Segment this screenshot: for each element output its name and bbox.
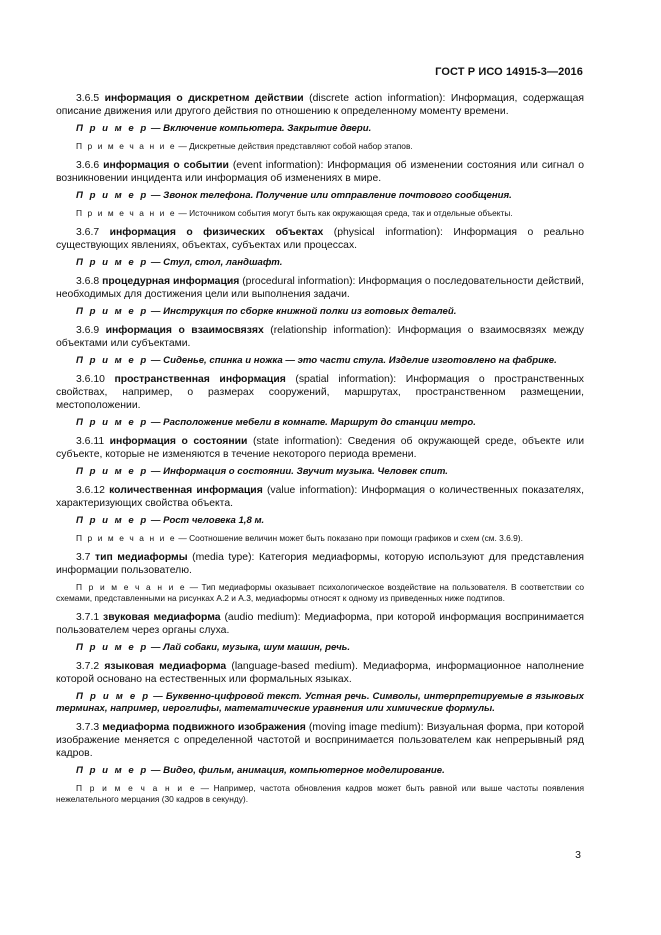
clause-number: 3.7.1 xyxy=(76,612,100,623)
example-text: — Стул, стол, ландшафт. xyxy=(148,257,283,268)
example-text: — Включение компьютера. Закрытие двери. xyxy=(148,123,372,134)
definition-paragraph xyxy=(56,721,584,760)
definition-paragraph xyxy=(56,275,584,301)
example-text: — Инструкция по сборке книжной полки из готовых деталей. xyxy=(148,306,457,317)
clause-number: 3.6.8 xyxy=(76,276,100,287)
example-text: — Лай собаки, музыка, шум машин, речь. xyxy=(148,642,351,653)
note-label: П р и м е ч а н и е xyxy=(76,533,177,543)
example-paragraph xyxy=(56,466,584,478)
example-label: П р и м е р xyxy=(76,306,149,317)
example-paragraph xyxy=(56,123,584,135)
example-label: П р и м е р xyxy=(76,417,149,428)
definition-text: (physical information): Информация о реально существующих явлениях, объектах, субъектах или процессах. xyxy=(56,227,584,251)
example-label: П р и м е р xyxy=(76,466,149,477)
example-paragraph xyxy=(56,190,584,202)
definition-text: (value information): Информация о количественных показателях, характеризующих свойства объекта. xyxy=(56,485,584,509)
example-text: — Видео, фильм, анимация, компьютерное моделирование. xyxy=(148,765,445,776)
clause-number: 3.6.9 xyxy=(76,325,100,336)
clause-number: 3.6.11 xyxy=(76,436,105,447)
note-text: — Тип медиаформы оказывает психологическое воздействие на пользователя. В соответствии со схемами, представленными на рисунках А.2 и А.3, медиаформы относят к одному из приведенных ниже подтипов. xyxy=(56,582,584,603)
note-paragraph xyxy=(56,783,584,805)
definition-paragraph xyxy=(56,226,584,252)
note-label: П р и м е ч а н и е xyxy=(76,141,177,151)
clause-number: 3.6.5 xyxy=(76,93,100,104)
clause-number: 3.6.12 xyxy=(76,485,105,496)
definition-text: (media type): Категория медиаформы, которую используют для представления информации пользователю. xyxy=(56,552,584,576)
note-paragraph xyxy=(56,141,584,152)
document-body xyxy=(56,92,584,812)
page-number: 3 xyxy=(575,849,581,861)
clause-number: 3.6.10 xyxy=(76,374,105,385)
example-paragraph xyxy=(56,515,584,527)
example-label: П р и м е р xyxy=(76,515,149,526)
definition-paragraph xyxy=(56,660,584,686)
definition-paragraph xyxy=(56,484,584,510)
note-label: П р и м е ч а н и е xyxy=(76,783,197,793)
example-paragraph xyxy=(56,642,584,654)
example-label: П р и м е р xyxy=(76,123,149,134)
definition-text: (procedural information): Информация о последовательности действий, необходимых для достижения цели или выполнения задачи. xyxy=(56,276,584,300)
clause-number: 3.7 xyxy=(76,552,91,563)
document-header: ГОСТ Р ИСО 14915-3—2016 xyxy=(435,66,583,78)
example-text: — Расположение мебели в комнате. Маршрут до станции метро. xyxy=(148,417,476,428)
definition-text: (spatial information): Информация о пространственных свойствах, например, о размерах сооружений, маршрутах, пространственном размещении, местоположении. xyxy=(56,374,584,411)
definition-paragraph xyxy=(56,435,584,461)
defined-term: количественная информация xyxy=(109,485,263,496)
defined-term: тип медиаформы xyxy=(95,552,188,563)
example-paragraph xyxy=(56,765,584,777)
definition-text: (relationship information): Информация о взаимосвязях между объектами или субъектами. xyxy=(56,325,584,349)
clause-number: 3.6.7 xyxy=(76,227,100,238)
example-text: — Звонок телефона. Получение или отправление почтового сообщения. xyxy=(148,190,512,201)
definition-text: (language-based medium). Медиаформа, информационное наполнение которой основано на естественных или формальных языках. xyxy=(56,661,584,685)
example-text: — Рост человека 1,8 м. xyxy=(148,515,265,526)
definition-paragraph xyxy=(56,373,584,412)
defined-term: процедурная информация xyxy=(102,276,240,287)
example-text: — Буквенно-цифровой текст. Устная речь. Символы, интерпретируемые в языковых терминах, например, иероглифы, математические уравнения или химические формулы. xyxy=(56,691,584,714)
definition-paragraph xyxy=(56,92,584,118)
defined-term: информация о взаимосвязях xyxy=(105,325,264,336)
definition-text: (state information): Сведения об окружающей среде, объекте или субъекте, которые не изменяются в течение некоторого периода времени. xyxy=(56,436,585,460)
example-paragraph xyxy=(56,691,584,715)
example-paragraph xyxy=(56,306,584,318)
defined-term: пространственная информация xyxy=(114,374,286,385)
defined-term: информация о дискретном действии xyxy=(104,93,304,104)
definition-text: (event information): Информация об изменении состояния или сигнал о возникновении инцидента или информация об изменениях в мире. xyxy=(56,160,584,184)
example-label: П р и м е р xyxy=(76,642,149,653)
example-label: П р и м е р xyxy=(76,765,149,776)
example-label: П р и м е р xyxy=(76,190,149,201)
note-text: — Дискретные действия представляют собой набор этапов. xyxy=(176,141,413,151)
note-paragraph xyxy=(56,533,584,544)
definition-paragraph xyxy=(56,611,584,637)
example-paragraph xyxy=(56,417,584,429)
defined-term: информация о физических объектах xyxy=(109,227,324,238)
note-label: П р и м е ч а н и е xyxy=(76,582,187,592)
clause-number: 3.7.2 xyxy=(76,661,100,672)
note-text: — Соотношение величин может быть показано при помощи графиков и схем (см. 3.6.9). xyxy=(176,533,523,543)
note-text: — Например, частота обновления кадров может быть равной или выше частоты появления нежелательного мерцания (30 кадров в секунду). xyxy=(56,783,584,804)
example-label: П р и м е р xyxy=(76,257,149,268)
definition-text: (moving image medium): Визуальная форма, при которой изображение меняется с определенной частотой и воспринимается пользователем как непрерывный ряд кадров. xyxy=(56,722,584,759)
definition-paragraph xyxy=(56,159,584,185)
note-paragraph xyxy=(56,208,584,219)
definition-text: (audio medium): Медиаформа, при которой информация воспринимается пользователем через органы слуха. xyxy=(56,612,585,636)
note-paragraph xyxy=(56,582,584,604)
example-paragraph xyxy=(56,257,584,269)
example-label: П р и м е р xyxy=(76,355,149,366)
definition-paragraph xyxy=(56,324,584,350)
clause-number: 3.6.6 xyxy=(76,160,100,171)
defined-term: медиаформа подвижного изображения xyxy=(102,722,306,733)
definition-paragraph xyxy=(56,551,584,577)
example-label: П р и м е р xyxy=(76,691,151,702)
defined-term: звуковая медиаформа xyxy=(103,612,221,623)
defined-term: языковая медиаформа xyxy=(104,661,227,672)
example-text: — Информация о состоянии. Звучит музыка. Человек спит. xyxy=(148,466,448,477)
example-paragraph xyxy=(56,355,584,367)
definition-text: (discrete action information): Информация, содержащая описание движения или другого действия по отношению к определенному моменту времени. xyxy=(56,93,584,117)
note-text: — Источником события могут быть как окружающая среда, так и отдельные объекты. xyxy=(176,208,513,218)
example-text: — Сиденье, спинка и ножка — это части стула. Изделие изготовлено на фабрике. xyxy=(148,355,557,366)
note-label: П р и м е ч а н и е xyxy=(76,208,177,218)
clause-number: 3.7.3 xyxy=(76,722,100,733)
defined-term: информация о состоянии xyxy=(109,436,248,447)
defined-term: информация о событии xyxy=(103,160,229,171)
